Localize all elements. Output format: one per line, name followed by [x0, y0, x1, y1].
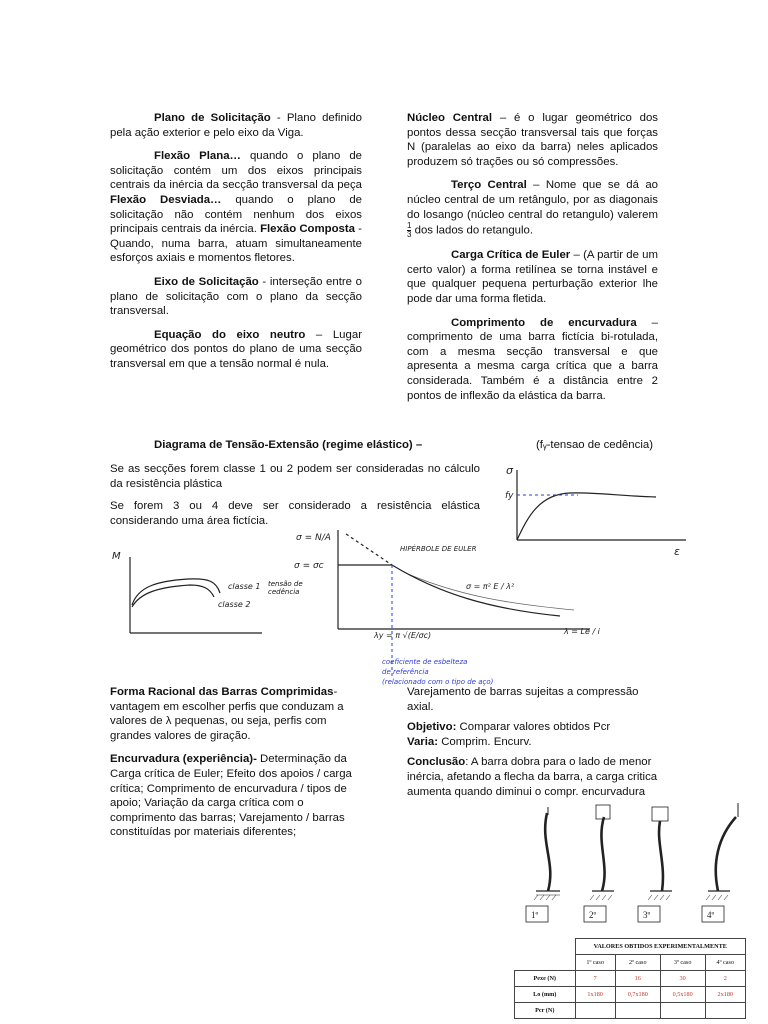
sigma-c-label: σ = σc [294, 561, 324, 571]
term-plano: Plano de Solicitação [154, 112, 271, 124]
table-corner [515, 939, 576, 955]
paragraph-terco [407, 178, 658, 239]
tensao-cedencia-label: tensão de cedência [268, 580, 303, 596]
bottom-left-column [110, 685, 362, 849]
fraction-denominator: 3 [407, 230, 412, 240]
comprimento-text: – comprimento de uma barra fictícia bi-rotulada, com a mesma secção transversal e que apresenta a mesma carga crítica que a barra considerada. Também é a distância entre 2 pontos de inflexão da elástica da barra. [407, 316, 658, 402]
paragraph-carga [407, 248, 658, 306]
moment-curve-sketch [108, 545, 268, 645]
axis-m-label: M [112, 551, 121, 562]
table-cell [575, 1003, 615, 1019]
table-cell: 1x180 [575, 987, 615, 1003]
paragraph-flexao [110, 149, 362, 266]
eixo-text: - interseção entre o plano de solicitação com o plano da secção transversal. [110, 275, 362, 318]
diagram-title: Diagrama de Tensão-Extensão (regime elástico) – [154, 439, 423, 451]
paragraph-classe12: Se as secções forem classe 1 ou 2 podem ser consideradas no cálculo da resistência plástica [110, 463, 480, 490]
table-cell [615, 1003, 660, 1019]
bar-label-3: 3º [643, 910, 651, 920]
flexao-desviada-text: quando o plano de solicitação não contém nenhum dos eixos principais centrais da inércia. [110, 193, 362, 236]
term-flexao-composta: Flexão Composta [260, 223, 356, 236]
table-header: 2º caso [615, 955, 660, 971]
term-objetivo: Objetivo: [407, 721, 457, 734]
paragraph-forma [110, 685, 362, 743]
terco-end: dos lados do retangulo. [411, 224, 534, 237]
paragraph-nucleo [407, 111, 658, 169]
table-cell: 0,7x180 [615, 987, 660, 1003]
right-column [407, 111, 658, 412]
flexao-plana-text: quando o plano de solicitação contém um dos eixos principais centrais da inércia da secção transversal da peça [110, 150, 363, 192]
equacao-text: – Lugar geométrico dos pontos do plano de uma secção transversal em que a tensão normal é nula. [110, 328, 362, 370]
axis-epsilon-label: ε [674, 545, 680, 558]
term-eixo: Eixo de Solicitação [154, 275, 259, 288]
paragraph-encurvadura [110, 752, 362, 840]
term-varia: Varia: [407, 735, 439, 748]
fy-note: (fᵧ-tensao de cedência) [536, 439, 653, 451]
hiperbole-label: HIPÉRBOLE DE EULER [400, 545, 477, 553]
sigma-na-label: σ = N/A [296, 533, 331, 543]
table-header: 3º caso [660, 955, 705, 971]
table-cell [705, 1003, 745, 1019]
classe1-label: classe 1 [228, 582, 261, 591]
fraction-numerator: 1 [407, 221, 412, 231]
paragraph-varejamento: Varejamento de barras sujeitas a compressão axial. [407, 686, 639, 713]
diagram-heading [154, 438, 422, 453]
classe2-label: classe 2 [218, 600, 251, 609]
term-terco: Terço Central [451, 179, 527, 192]
encurvadura-text: Determinação da Carga crítica de Euler; Efeito dos apoios / carga crítica; Comprimento de encurvadura / tipos de apoio; Variação da carga crítica com o comprimento das barras; Varejamento / barras constituídas por materiais diferentes; [110, 753, 352, 839]
table-cell [660, 1003, 705, 1019]
table-cell: 7 [575, 971, 615, 987]
table-row [515, 971, 746, 987]
terco-text: – Nome que se dá ao núcleo central de um retângulo, por as diagonais do losango (núcleo central do retangulo) valerem [407, 179, 658, 221]
paragraph-plano [110, 111, 362, 140]
term-carga: Carga Crítica de Euler [451, 249, 571, 262]
results-table [514, 938, 746, 1019]
table-cell: 16 [615, 971, 660, 987]
fy-label: fy [505, 491, 514, 501]
table-header: 4º caso [705, 955, 745, 971]
varia-text: Comprim. Encurv. [438, 735, 532, 748]
left-column [110, 111, 362, 381]
table-row [515, 987, 746, 1003]
paragraph-conclusao [407, 755, 659, 799]
carga-text: – (A partir de um certo valor) a forma retilínea se torna instável e que qualquer pequena perturbação exterior lhe pode dar uma forma fletida. [407, 249, 658, 305]
term-encurvadura: Encurvadura (experiência)- [110, 753, 257, 766]
objetivo-text: Comparar valores obtidos Pcr [456, 721, 611, 734]
lambda-ratio-label: λ = Le / i [564, 627, 600, 636]
term-forma: Forma Racional das Barras Comprimidas [110, 686, 334, 698]
table-title-row [515, 939, 746, 955]
table-row [515, 1003, 746, 1019]
paragraph-objetivo [407, 720, 659, 749]
table-cell: 0,5x180 [660, 987, 705, 1003]
conclusao-text: : A barra dobra para o lado de menor inércia, afetando a flecha da barra, a carga critica aumenta quando diminui o compr. encurvadura [407, 756, 658, 798]
buckling-bars-figure [512, 803, 752, 933]
flexao-composta-text: - Quando, numa barra, atuam simultaneamente esforços axiais e momentos fletores. [110, 223, 362, 265]
bar-label-2: 2º [589, 910, 597, 920]
table-cell: 2 [705, 971, 745, 987]
term-flexao-desviada: Flexão Desviada… [110, 193, 222, 206]
term-nucleo: Núcleo Central [407, 112, 493, 124]
euler-formula-label: σ = π² E / λ² [466, 582, 515, 591]
coef-label-3: (relacionado com o tipo de aço) [382, 678, 494, 686]
table-corner-2 [515, 955, 576, 971]
nucleo-text: – é o lugar geométrico dos pontos dessa secção transversal tais que forças N (paralelas ao eixo da barra) neles aplicados produzem só trações ou só compressões. [407, 112, 658, 168]
row-label: Lo (mm) [515, 987, 576, 1003]
term-equacao: Equação do eixo neutro [154, 328, 306, 341]
term-flexao-plana: Flexão Plana… [154, 150, 241, 163]
table-cell: 2x180 [705, 987, 745, 1003]
bar-label-4: 4º [707, 910, 715, 920]
paragraph-equacao [110, 328, 362, 372]
axis-sigma-label: σ [506, 464, 513, 477]
table-title: VALORES OBTIDOS EXPERIMENTALMENTE [575, 939, 746, 955]
plano-text: - Plano definido pela ação exterior e pelo eixo da Viga. [110, 112, 362, 139]
row-label: Pexe (N) [515, 971, 576, 987]
table-header: 1º caso [575, 955, 615, 971]
paragraph-classe34: Se forem 3 ou 4 deve ser considerado a resistência elástica considerando uma área fictícia. [110, 500, 480, 527]
lambda-y-label: λy = π √(E/σc) [374, 631, 432, 640]
bottom-right-column [407, 685, 659, 808]
table-header-row [515, 955, 746, 971]
bar-label-1: 1º [531, 910, 539, 920]
forma-text: - vantagem em escolher perfis que conduzam a valores de λ pequenas, ou seja, perfis com grandes valores de giração. [110, 686, 344, 742]
paragraph-eixo [110, 275, 362, 319]
term-conclusao: Conclusão [407, 756, 466, 769]
coef-label-2: de referência [382, 668, 429, 676]
table-cell: 30 [660, 971, 705, 987]
term-comprimento: Comprimento de encurvadura [451, 316, 637, 329]
coef-label-1: coeficiente de esbelteza [382, 658, 468, 666]
row-label: Pcr (N) [515, 1003, 576, 1019]
paragraph-comprimento [407, 316, 658, 404]
